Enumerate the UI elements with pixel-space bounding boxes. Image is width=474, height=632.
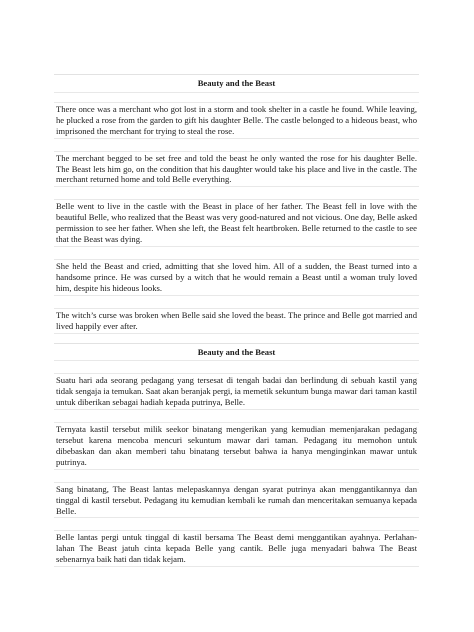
english-paragraph-2: The merchant begged to be set free and told the beast he only wanted the rose for his daughter Belle. The Beast lets him go, on the condition that his daughter would take his place and live in the castle. The merchant returned home and told Belle everything. xyxy=(54,151,419,188)
english-paragraph-5: The witch’s curse was broken when Belle said she loved the beast. The prince and Belle got married and lived happily ever after. xyxy=(54,308,419,334)
indonesian-paragraph-4: Belle lantas pergi untuk tinggal di kastil bersama The Beast demi menggantikan ayahnya. Perlahan-lahan The Beast jatuh cinta kepada Belle yang cantik. Belle juga menyadari bahwa The Beast sebenarnya baik hati dan tidak kejam. xyxy=(54,530,419,567)
indonesian-title: Beauty and the Beast xyxy=(54,343,419,362)
english-paragraph-4: She held the Beast and cried, admitting that she loved him. All of a sudden, the Beast turned into a handsome prince. He was cursed by a witch that he would remain a Beast until a woman truly loved him, despite his hideous looks. xyxy=(54,259,419,296)
indonesian-paragraph-3: Sang binatang, The Beast lantas melepaskannya dengan syarat putrinya akan menggantikannya dan tinggal di kastil tersebut. Pedagang itu kemudian kembali ke rumah dan menceritakan semuanya kepada Belle. xyxy=(54,482,419,519)
indonesian-paragraph-1: Suatu hari ada seorang pedagang yang tersesat di tengah badai dan berlindung di sebuah kastil yang tidak sengaja ia temukan. Saat akan beranjak pergi, ia memetik sekuntum bunga mawar dari taman kastil untuk diberikan sebagai hadiah kepada putrinya, Belle. xyxy=(54,373,419,410)
english-paragraph-1: There once was a merchant who got lost in a storm and took shelter in a castle he found. While leaving, he plucked a rose from the garden to gift his daughter Belle. The castle belonged to a hideous beast, who imprisoned the merchant for trying to steal the rose. xyxy=(54,102,419,139)
english-title: Beauty and the Beast xyxy=(54,74,419,93)
document-page xyxy=(54,74,419,567)
english-paragraph-3: Belle went to live in the castle with the Beast in place of her father. The Beast fell in love with the beautiful Belle, who realized that the Beast was very good-natured and not vicious. One day, Belle asked permission to see her father. When she left, the Beast felt heartbroken. Belle returned to the castle to see that the Beast was dying. xyxy=(54,199,419,247)
indonesian-paragraph-2: Ternyata kastil tersebut milik seekor binatang mengerikan yang kemudian memenjarakan pedagang tersebut karena mencoba mencuri sekuntum mawar dari taman. Pedagang itu memohon untuk dibebaskan dan akan memberi tahu binatang tersebut bahwa ia hanya menginginkan mawar untuk putrinya. xyxy=(54,422,419,470)
